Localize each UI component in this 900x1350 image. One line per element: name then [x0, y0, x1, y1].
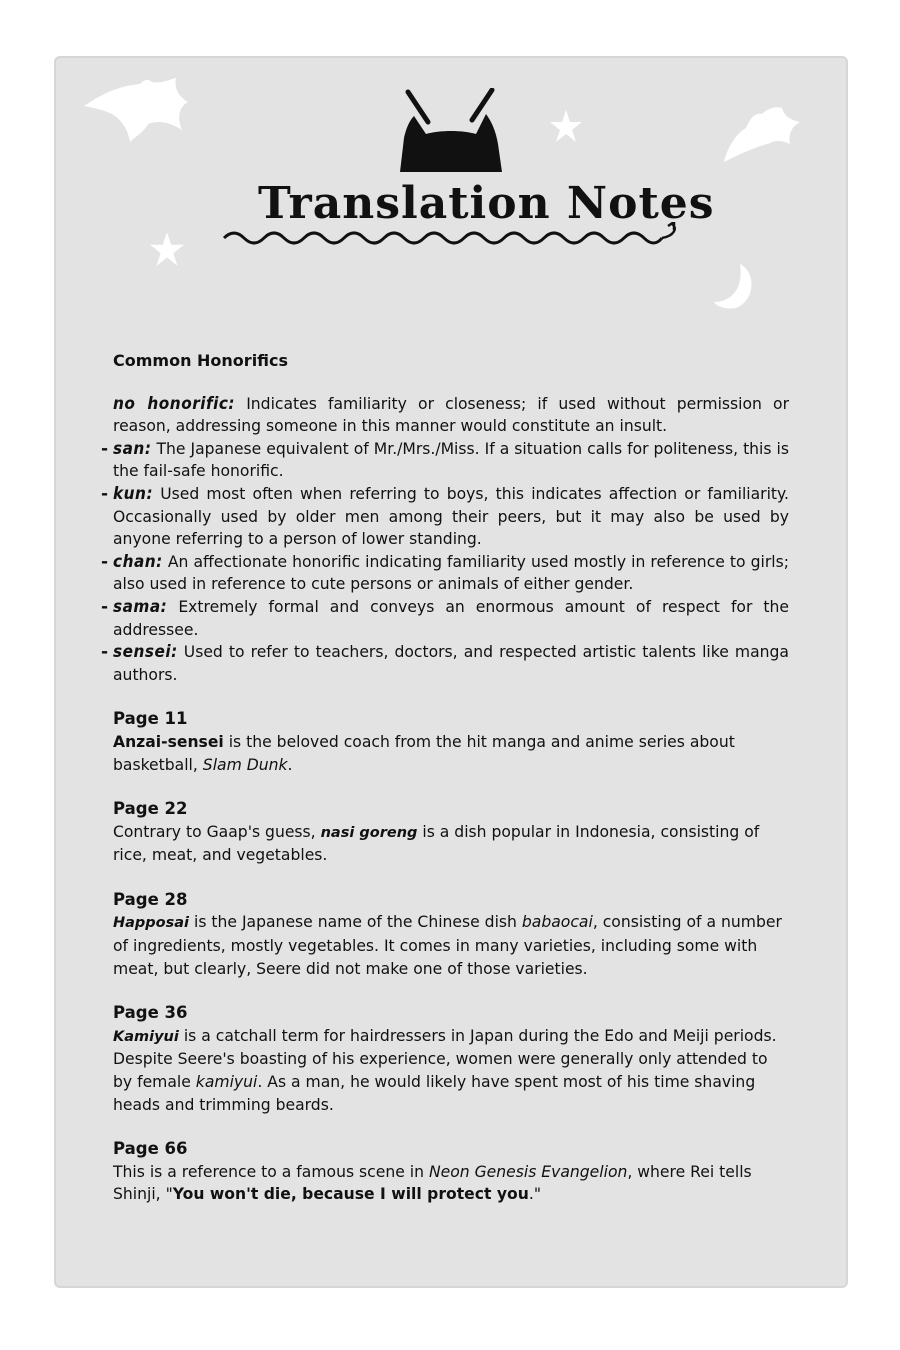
note-text: This is a reference to a famous scene in: [113, 1162, 429, 1181]
note-body: [113, 731, 789, 776]
note-text: , where Rei tells Shinji, ": [113, 1162, 752, 1204]
note-page-28: [113, 889, 789, 980]
note-page-heading: Page 11: [113, 709, 188, 729]
note-term: nasi goreng: [320, 824, 418, 841]
note-term: Anzai-sensei: [113, 732, 224, 751]
note-page-66: [113, 1138, 789, 1206]
title-underline-wave: [222, 222, 682, 252]
honorific-term: sama:: [113, 596, 168, 617]
bat-right-icon: [722, 104, 802, 166]
honorific-term: no honorific:: [113, 393, 236, 414]
note-text: .: [287, 755, 293, 774]
honorific-dash: -: [101, 642, 109, 663]
honorific-term: chan:: [113, 551, 163, 572]
honorific-dash: -: [101, 551, 109, 572]
note-text: Contrary to Gaap's guess,: [113, 822, 321, 841]
honorific-text: Indicates familiarity or closeness; if used without permission or reason, addressing someone in this manner would constitute an insult.: [113, 394, 790, 436]
note-quote: You won't die, because I will protect you: [172, 1185, 529, 1204]
honorific-term: sensei:: [113, 642, 178, 663]
honorific-dash: -: [101, 438, 109, 459]
page-title: Translation Notes: [258, 178, 715, 229]
note-body: [113, 821, 789, 867]
honorific-term: kun:: [113, 483, 154, 504]
moon-icon: [712, 262, 756, 310]
note-text: is the beloved coach from the hit manga and anime series about basketball,: [113, 732, 735, 774]
note-italic-term: babaocai: [521, 913, 593, 932]
honorific-dash: -: [101, 483, 109, 504]
notes-content: [101, 350, 790, 1206]
note-work-title: Neon Genesis Evangelion: [428, 1162, 628, 1181]
honorific-text: The Japanese equivalent of Mr./Mrs./Miss. If a situation calls for politeness, this is the fail-safe honorific.: [113, 439, 789, 481]
note-body: [113, 911, 789, 980]
note-page-heading: Page 22: [113, 799, 188, 819]
note-page-11: [113, 708, 789, 776]
note-text: , consisting of a number of ingredients, mostly vegetables. It comes in many varieties, including some with meat, but clearly, Seere did not make one of those varieties.: [113, 913, 782, 978]
note-term: Kamiyui: [113, 1028, 179, 1045]
note-body: [113, 1025, 789, 1116]
honorific-entry: [101, 438, 789, 483]
note-text: is a catchall term for hairdressers in Japan during the Edo and Meiji periods. Despite Seere's boasting of his experience, women were generally only attended to by female: [113, 1026, 777, 1092]
honorific-text: An affectionate honorific indicating familiarity used mostly in reference to girls; also used in reference to cute persons or animals of either gender.: [113, 552, 789, 594]
honorific-dash: -: [101, 596, 109, 617]
note-page-heading: Page 36: [113, 1003, 188, 1023]
note-text: is a dish popular in Indonesia, consisting of rice, meat, and vegetables.: [113, 822, 760, 865]
honorific-entry: [113, 393, 789, 438]
note-text: .": [528, 1185, 542, 1204]
demon-head-icon: [396, 88, 506, 174]
honorific-entry: [101, 483, 789, 551]
honorifics-heading: Common Honorifics: [113, 351, 289, 370]
note-italic-term: kamiyui: [195, 1073, 258, 1092]
note-work-title: Slam Dunk: [202, 755, 288, 774]
honorific-text: Extremely formal and conveys an enormous amount of respect for the addressee.: [113, 597, 789, 639]
honorific-entry: [101, 596, 789, 641]
honorific-text: Used most often when referring to boys, this indicates affection or familiarity. Occasionally used by older men among their peers, but it may also be used by anyone referring to a person of lower standing.: [113, 484, 789, 549]
note-body: [113, 1161, 789, 1206]
honorific-term: san:: [113, 438, 152, 459]
star-left-icon: [148, 230, 186, 268]
note-text: . As a man, he would likely have spent most of his time shaving heads and trimming beards.: [113, 1073, 756, 1114]
note-text: is the Japanese name of the Chinese dish: [189, 913, 522, 932]
honorific-entry: [101, 551, 789, 596]
note-page-22: [113, 798, 789, 867]
bat-left-icon: [82, 76, 192, 144]
star-top-icon: [548, 108, 584, 144]
honorific-entry: [101, 641, 789, 686]
note-page-heading: Page 28: [113, 889, 188, 909]
note-term: Happosai: [113, 915, 190, 932]
honorific-text: Used to refer to teachers, doctors, and respected artistic talents like manga authors.: [113, 643, 789, 684]
note-page-36: [113, 1002, 789, 1116]
note-page-heading: Page 66: [113, 1139, 188, 1159]
